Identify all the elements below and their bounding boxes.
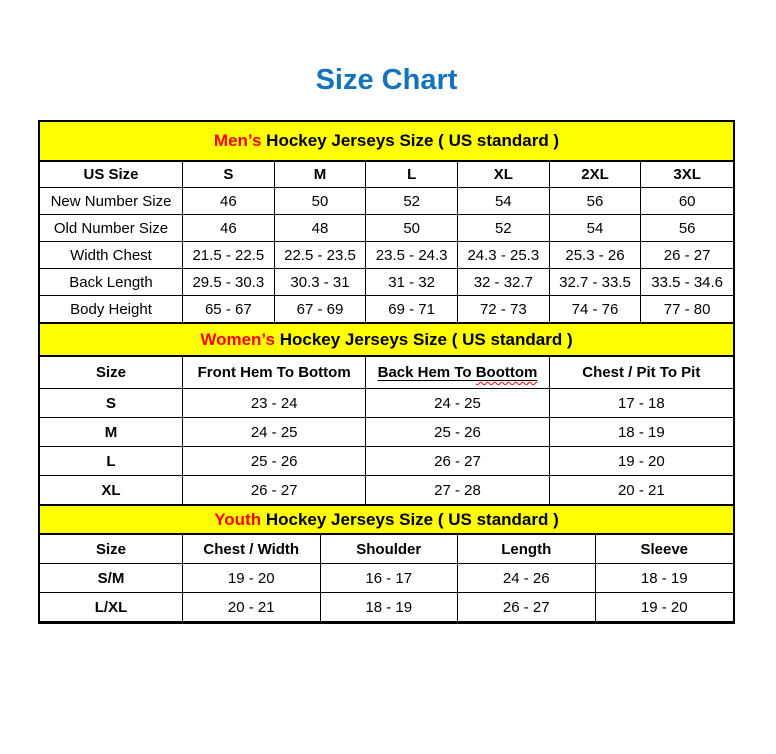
- mens-data-cell: 32 - 32.7: [458, 269, 550, 296]
- mens-data-cell: 23.5 - 24.3: [366, 242, 458, 269]
- mens-data-cell: 33.5 - 34.6: [641, 269, 733, 296]
- womens-data-cell: 27 - 28: [366, 476, 549, 505]
- mens-data-cell: 26 - 27: [641, 242, 733, 269]
- mens-data-cell: 56: [641, 215, 733, 242]
- womens-header-cell-back-hem: [366, 357, 549, 389]
- page-title: Size Chart: [315, 64, 458, 96]
- mens-data-cell: 24.3 - 25.3: [458, 242, 550, 269]
- mens-row-label: Old Number Size: [40, 215, 183, 242]
- mens-row-label: New Number Size: [40, 188, 183, 215]
- mens-data-cell: 52: [366, 188, 458, 215]
- mens-banner-text: Hockey Jerseys Size ( US standard ): [261, 131, 560, 150]
- mens-data-cell: 77 - 80: [641, 296, 733, 323]
- mens-header-cell: XL: [458, 162, 550, 188]
- mens-data-cell: 32.7 - 33.5: [550, 269, 642, 296]
- size-chart-page: [38, 62, 735, 624]
- mens-data-cell: 52: [458, 215, 550, 242]
- youth-data-cell: 16 - 17: [321, 564, 459, 593]
- youth-data-cell: 18 - 19: [321, 593, 459, 622]
- womens-data-cell: 23 - 24: [183, 389, 366, 418]
- youth-data-cell: 18 - 19: [596, 564, 734, 593]
- womens-data-cell: 24 - 25: [366, 389, 549, 418]
- youth-header-cell: Shoulder: [321, 535, 459, 564]
- womens-data-cell: 25 - 26: [183, 447, 366, 476]
- youth-data-cell: 26 - 27: [458, 593, 596, 622]
- size-chart: [38, 120, 735, 624]
- womens-row-label: S: [40, 389, 183, 418]
- youth-header-cell: Chest / Width: [183, 535, 321, 564]
- mens-data-cell: 50: [275, 188, 367, 215]
- mens-data-cell: 21.5 - 22.5: [183, 242, 275, 269]
- womens-section-banner: [40, 323, 733, 357]
- womens-row-label: M: [40, 418, 183, 447]
- mens-data-cell: 72 - 73: [458, 296, 550, 323]
- mens-data-cell: 67 - 69: [275, 296, 367, 323]
- mens-table: [40, 162, 733, 323]
- youth-header-cell: Sleeve: [596, 535, 734, 564]
- mens-data-cell: 46: [183, 215, 275, 242]
- mens-section-banner: [40, 122, 733, 162]
- mens-banner-highlight: Men’s: [213, 131, 262, 150]
- mens-header-cell: M: [275, 162, 367, 188]
- mens-data-cell: 50: [366, 215, 458, 242]
- mens-data-cell: 65 - 67: [183, 296, 275, 323]
- womens-data-cell: 19 - 20: [550, 447, 733, 476]
- mens-header-cell: S: [183, 162, 275, 188]
- underlined-header-text: [378, 364, 538, 381]
- youth-banner-highlight: Youth: [214, 509, 262, 529]
- womens-banner-highlight: Women’s: [200, 329, 275, 349]
- youth-row-label: L/XL: [40, 593, 183, 622]
- youth-section-banner: [40, 505, 733, 535]
- youth-data-cell: 24 - 26: [458, 564, 596, 593]
- mens-data-cell: 56: [550, 188, 642, 215]
- mens-row-label: Width Chest: [40, 242, 183, 269]
- womens-data-cell: 18 - 19: [550, 418, 733, 447]
- womens-row-label: XL: [40, 476, 183, 505]
- youth-data-cell: 20 - 21: [183, 593, 321, 622]
- mens-data-cell: 22.5 - 23.5: [275, 242, 367, 269]
- womens-table: [40, 357, 733, 505]
- mens-header-cell: L: [366, 162, 458, 188]
- youth-banner-text: Hockey Jerseys Size ( US standard ): [261, 509, 559, 529]
- youth-header-cell: Size: [40, 535, 183, 564]
- youth-data-cell: 19 - 20: [183, 564, 321, 593]
- misspelled-word: Boottom: [475, 364, 538, 381]
- mens-data-cell: 54: [550, 215, 642, 242]
- mens-data-cell: 54: [458, 188, 550, 215]
- womens-banner-text: Hockey Jerseys Size ( US standard ): [274, 329, 573, 349]
- mens-data-cell: 69 - 71: [366, 296, 458, 323]
- mens-data-cell: 25.3 - 26: [550, 242, 642, 269]
- youth-data-cell: 19 - 20: [596, 593, 734, 622]
- mens-header-cell: 2XL: [550, 162, 642, 188]
- womens-data-cell: 24 - 25: [183, 418, 366, 447]
- womens-data-cell: 20 - 21: [550, 476, 733, 505]
- mens-data-cell: 48: [275, 215, 367, 242]
- womens-data-cell: 17 - 18: [550, 389, 733, 418]
- youth-row-label: S/M: [40, 564, 183, 593]
- mens-data-cell: 29.5 - 30.3: [183, 269, 275, 296]
- womens-row-label: L: [40, 447, 183, 476]
- mens-row-label: Back Length: [40, 269, 183, 296]
- mens-data-cell: 46: [183, 188, 275, 215]
- womens-data-cell: 26 - 27: [366, 447, 549, 476]
- womens-data-cell: 26 - 27: [183, 476, 366, 505]
- mens-data-cell: 30.3 - 31: [275, 269, 367, 296]
- womens-header-cell: Size: [40, 357, 183, 389]
- womens-header-cell: Chest / Pit To Pit: [550, 357, 733, 389]
- mens-data-cell: 60: [641, 188, 733, 215]
- back-hem-prefix: Back Hem To: [377, 364, 476, 381]
- mens-header-cell: 3XL: [641, 162, 733, 188]
- youth-table: [40, 535, 733, 622]
- womens-header-cell: Front Hem To Bottom: [183, 357, 366, 389]
- mens-header-cell: US Size: [40, 162, 183, 188]
- mens-row-label: Body Height: [40, 296, 183, 323]
- mens-data-cell: 74 - 76: [550, 296, 642, 323]
- youth-header-cell: Length: [458, 535, 596, 564]
- mens-data-cell: 31 - 32: [366, 269, 458, 296]
- womens-data-cell: 25 - 26: [366, 418, 549, 447]
